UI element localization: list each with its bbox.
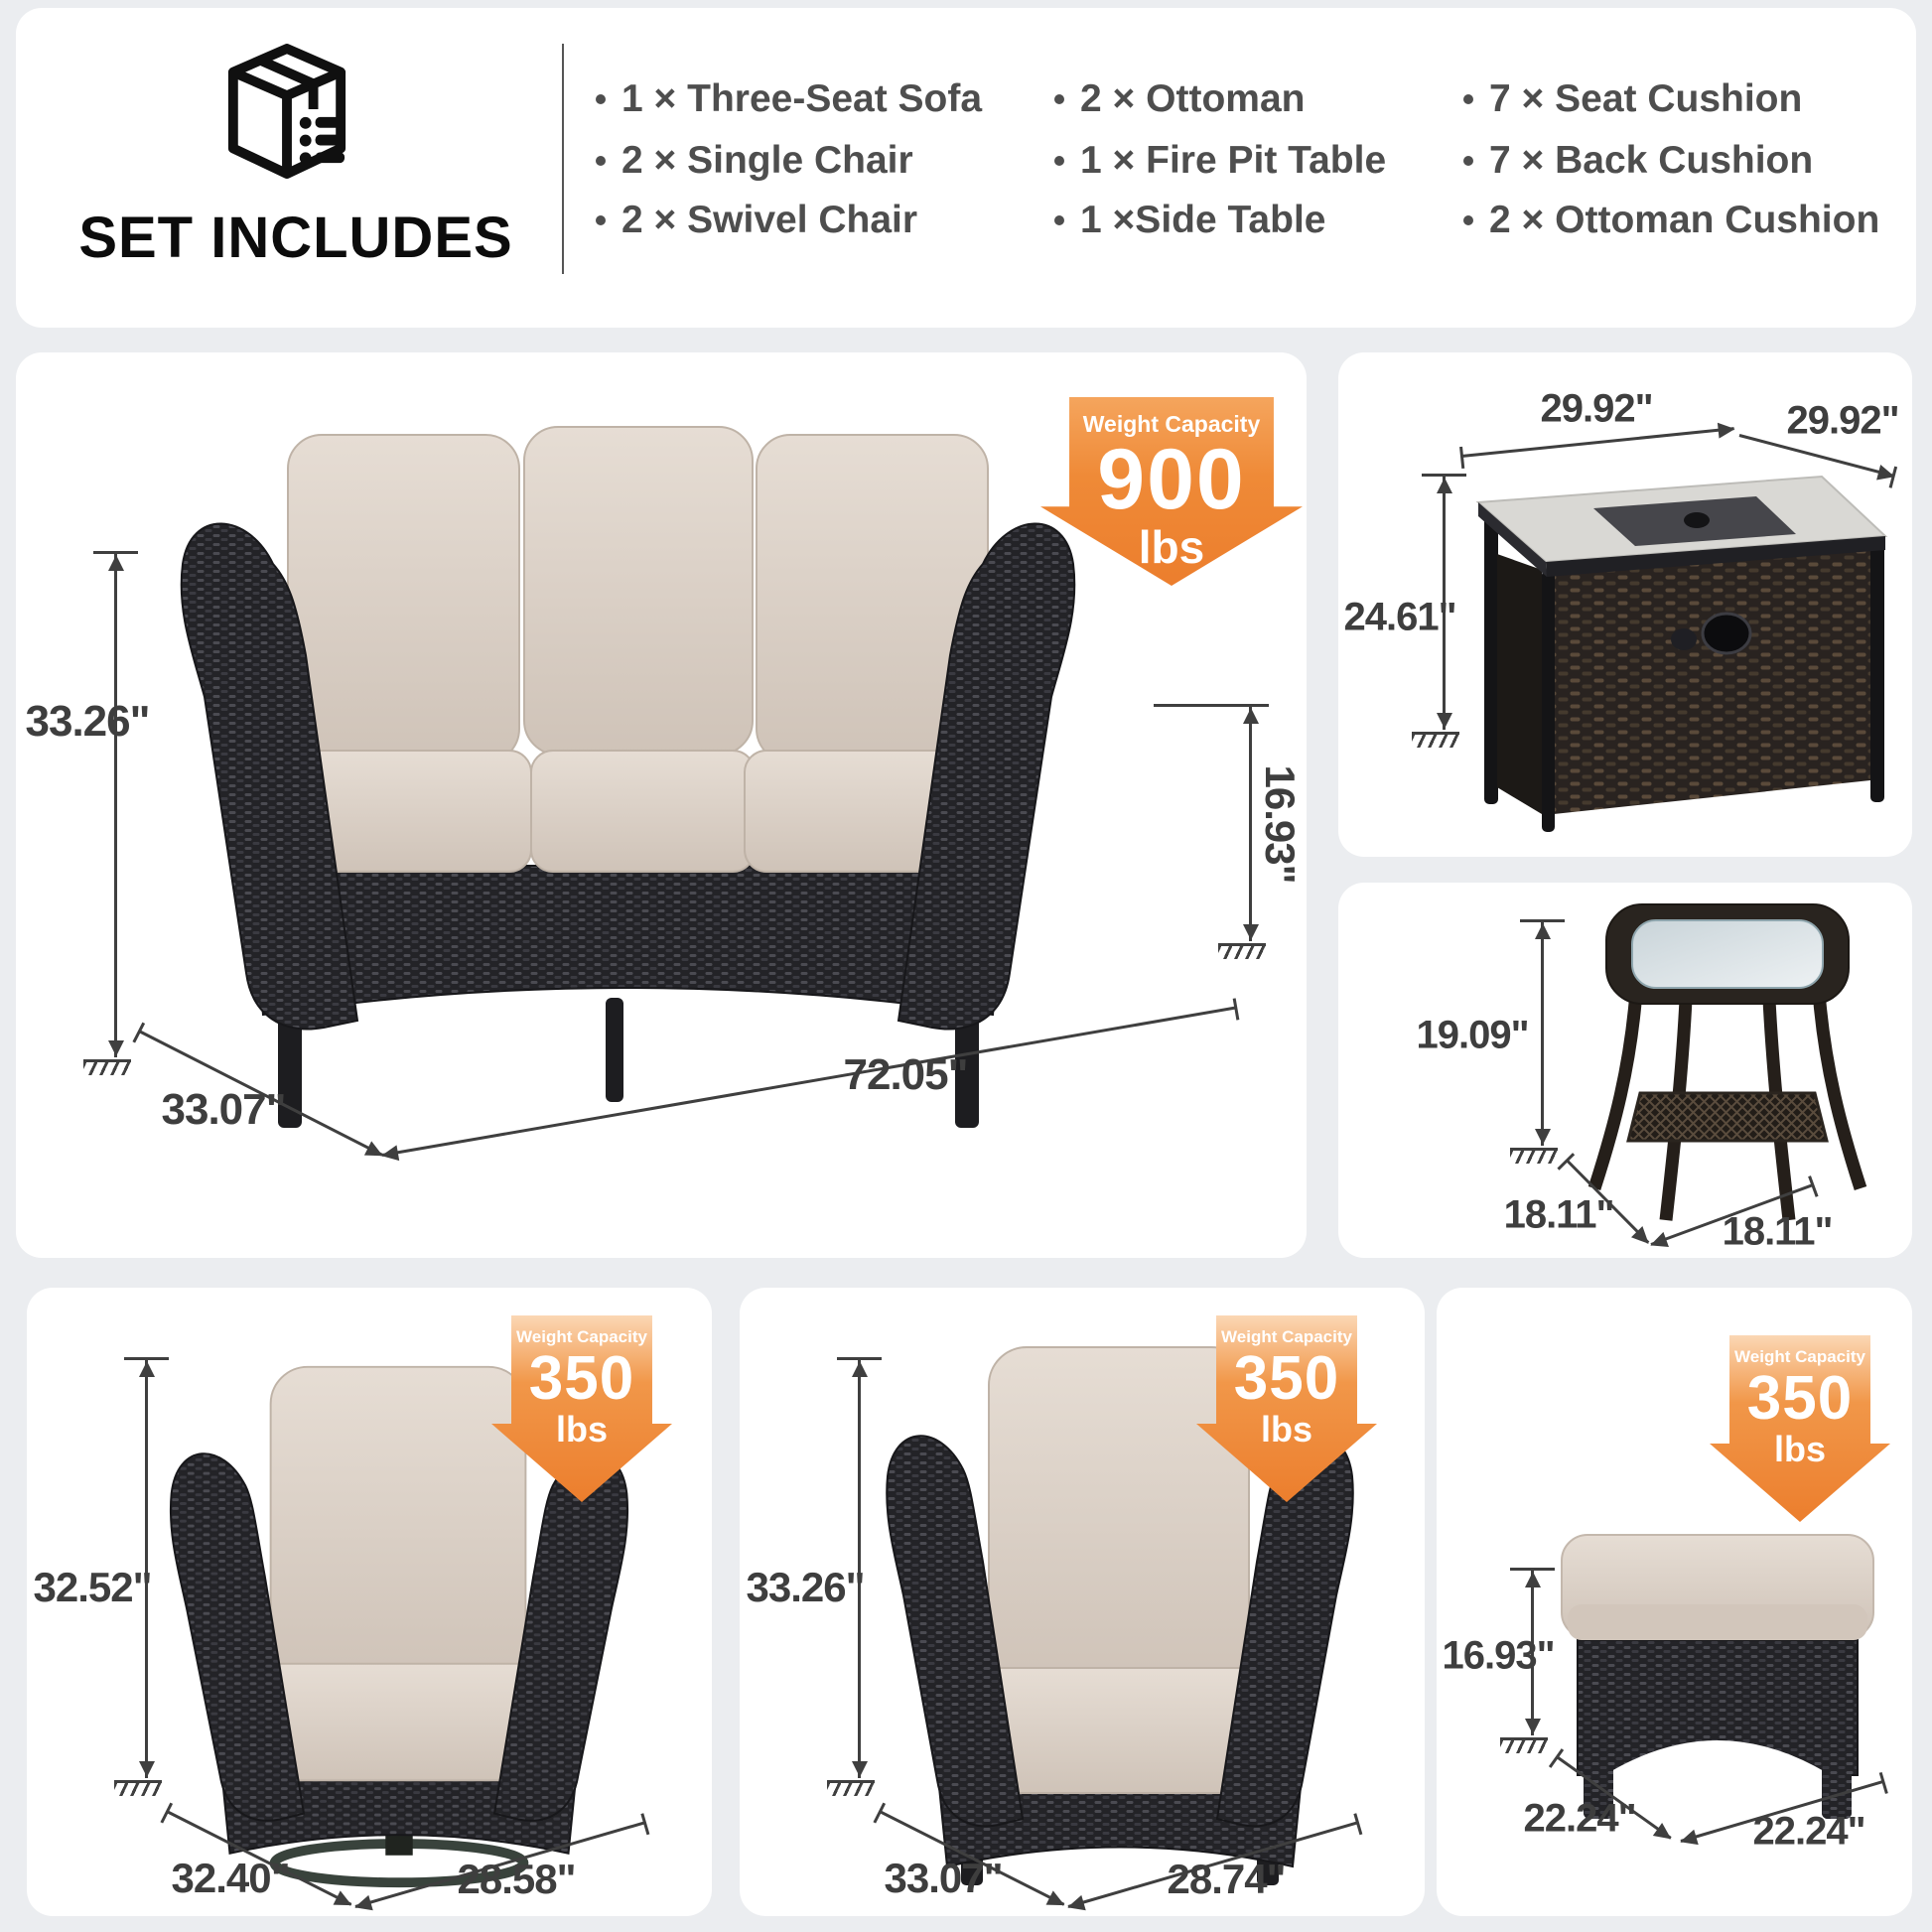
fire-pit-height-label: 24.61" xyxy=(1343,595,1456,639)
ottoman-height-label: 16.93" xyxy=(1442,1633,1555,1678)
bullet-icon xyxy=(1463,156,1473,166)
set-item xyxy=(596,76,982,122)
sofa-seat-height-dim-line xyxy=(1249,707,1252,941)
set-item-label: 1 × Fire Pit Table xyxy=(1080,139,1387,182)
badge-value: 900 xyxy=(1097,432,1246,527)
badge-unit: lbs xyxy=(555,1409,608,1449)
weight-capacity-badge xyxy=(491,1315,672,1502)
side-table-illustration xyxy=(1579,889,1876,1236)
set-includes-title: SET INCLUDES xyxy=(78,206,513,270)
bullet-icon xyxy=(1463,94,1473,104)
set-item xyxy=(1463,138,1813,184)
sofa-height-label: 33.26" xyxy=(25,697,150,746)
header-banner xyxy=(16,8,1916,328)
single-chair-width-label: 28.74" xyxy=(1167,1856,1286,1902)
bullet-icon xyxy=(596,215,606,225)
ottoman-depth-label: 22.24" xyxy=(1523,1796,1636,1841)
weight-capacity-badge xyxy=(1196,1315,1377,1502)
badge-label: Weight Capacity xyxy=(516,1327,647,1346)
header-divider xyxy=(562,44,564,274)
set-item-label: 2 × Ottoman xyxy=(1080,77,1306,120)
set-item-label: 2 × Swivel Chair xyxy=(621,199,918,241)
weight-capacity-badge xyxy=(1710,1335,1890,1522)
badge-unit: lbs xyxy=(1260,1409,1312,1449)
sofa-illustration xyxy=(149,417,1107,1157)
bullet-icon xyxy=(1463,215,1473,225)
side-table-width-label: 18.11" xyxy=(1722,1209,1833,1254)
fire-pit-panel xyxy=(1338,352,1912,857)
single-chair-panel xyxy=(740,1288,1425,1916)
set-item-label: 7 × Seat Cushion xyxy=(1489,77,1803,120)
ottoman-width-label: 22.24" xyxy=(1752,1809,1865,1854)
badge-value: 350 xyxy=(1233,1344,1340,1413)
set-item-label: 1 × Three-Seat Sofa xyxy=(621,77,983,120)
set-item xyxy=(596,198,917,243)
ottoman-panel xyxy=(1437,1288,1912,1916)
set-item-label: 7 × Back Cushion xyxy=(1489,139,1814,182)
bullet-icon xyxy=(596,94,606,104)
swivel-chair-height-label: 32.52" xyxy=(33,1564,152,1610)
badge-unit: lbs xyxy=(1138,521,1205,573)
side-table-panel xyxy=(1338,883,1912,1258)
badge-value: 350 xyxy=(528,1344,635,1413)
sofa-panel xyxy=(16,352,1307,1258)
weight-capacity-badge xyxy=(1040,397,1303,586)
single-chair-height-label: 33.26" xyxy=(746,1564,865,1610)
fire-pit-illustration xyxy=(1427,445,1898,837)
swivel-chair-depth-label: 32.40" xyxy=(171,1855,290,1901)
sofa-seat-height-label: 16.93" xyxy=(1257,764,1304,884)
set-item xyxy=(1463,76,1802,122)
sofa-width-label: 72.05" xyxy=(843,1050,968,1099)
side-table-height-label: 19.09" xyxy=(1416,1013,1529,1057)
set-item xyxy=(1463,198,1879,243)
set-item xyxy=(1054,198,1325,243)
badge-label: Weight Capacity xyxy=(1734,1347,1865,1366)
side-table-depth-label: 18.11" xyxy=(1503,1192,1614,1237)
set-item xyxy=(1054,76,1305,122)
box-list-icon xyxy=(223,38,350,185)
bullet-icon xyxy=(1054,215,1064,225)
sofa-height-dim-line xyxy=(114,554,117,1057)
badge-label: Weight Capacity xyxy=(1221,1327,1352,1346)
set-item-label: 2 × Single Chair xyxy=(621,139,913,182)
badge-unit: lbs xyxy=(1773,1429,1826,1469)
fire-pit-depth-label: 29.92" xyxy=(1786,398,1899,443)
set-item-label: 2 × Ottoman Cushion xyxy=(1489,199,1880,241)
side-table-height-dim-line xyxy=(1541,922,1544,1146)
fire-pit-width-label: 29.92" xyxy=(1540,386,1653,431)
bullet-icon xyxy=(1054,156,1064,166)
bullet-icon xyxy=(1054,94,1064,104)
set-item xyxy=(1054,138,1386,184)
badge-value: 350 xyxy=(1746,1364,1854,1433)
set-item xyxy=(596,138,913,184)
swivel-chair-width-label: 28.58" xyxy=(457,1856,576,1902)
badge-label: Weight Capacity xyxy=(1082,411,1261,437)
bullet-icon xyxy=(596,156,606,166)
set-item-label: 1 ×Side Table xyxy=(1080,199,1326,241)
swivel-chair-panel xyxy=(27,1288,712,1916)
sofa-depth-label: 33.07" xyxy=(161,1085,286,1134)
single-chair-depth-label: 33.07" xyxy=(884,1855,1003,1901)
